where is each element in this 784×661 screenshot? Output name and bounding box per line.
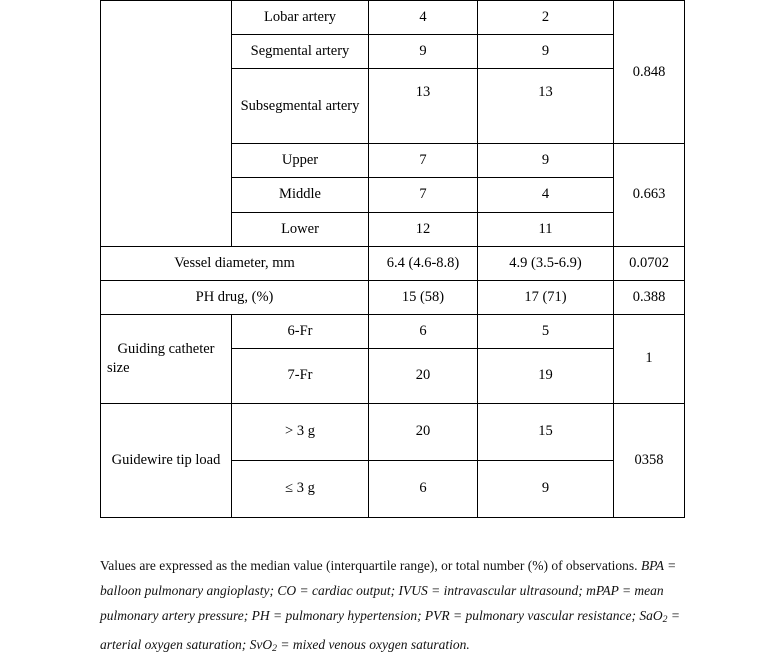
cell-category: Guidewire tip load [101,404,232,518]
cell-p-value: 0.663 [614,144,685,246]
table-row [101,404,685,461]
table-row [101,314,685,348]
cell-group-b: 5 [478,314,614,348]
cell-p-value: 0.388 [614,280,685,314]
cell-subcategory: Lobar artery [232,1,369,35]
table-row [101,280,685,314]
cell-group-b: 11 [478,212,614,246]
cell-subcategory: ≤ 3 g [232,461,369,518]
cell-group-b: 9 [478,35,614,69]
cell-p-value: 0.0702 [614,246,685,280]
footnote-lead-text: Values are expressed as the median value (interquartile range), or total number (%) of observations. [100,558,638,573]
cell-p-value: 1 [614,314,685,403]
cell-group-a: 4 [369,1,478,35]
cell-group-b: 19 [478,349,614,404]
cell-group-a: 12 [369,212,478,246]
cell-group-b: 4.9 (3.5-6.9) [478,246,614,280]
results-table-container [100,0,684,518]
cell-group-b: 9 [478,461,614,518]
cell-category: Guiding catheter size [101,314,232,403]
cell-group-b: 4 [478,178,614,212]
cell-group-a: 6 [369,461,478,518]
cell-subcategory: Subsegmental artery [232,69,369,144]
cell-subcategory: 7-Fr [232,349,369,404]
cell-p-value: 0.848 [614,1,685,144]
cell-group-b: 2 [478,1,614,35]
cell-group-b: 9 [478,144,614,178]
table-row [101,246,685,280]
cell-subcategory: Upper [232,144,369,178]
footnote-abbreviations-part1: BPA = balloon pulmonary angioplasty; CO = cardiac output; IVUS = intravascular ultrasound; mPAP = mean pulmonary artery pressure; PH = pulmonary hypertension; PVR = pulmonary vascular resistance; SaO [100,558,677,623]
footnote-subscript-1: 2 [662,614,668,626]
table-footnote [100,553,700,661]
footnote-abbreviations-part2: = arterial oxygen saturation; SvO [100,608,680,653]
cell-group-a: 6.4 (4.6-8.8) [369,246,478,280]
footnote-abbreviations-part3: = mixed venous oxygen saturation. [276,637,470,653]
footnote-subscript-2: 2 [272,643,277,655]
cell-group-b: 17 (71) [478,280,614,314]
cell-subcategory: 6-Fr [232,314,369,348]
cell-p-value: 0358 [614,404,685,518]
cell-category: PH drug, (%) [101,280,369,314]
cell-category: Vessel diameter, mm [101,246,369,280]
cell-group-a: 7 [369,178,478,212]
cell-subcategory: Middle [232,178,369,212]
cell-category-empty [101,1,232,247]
table-row [101,1,685,35]
results-table [100,0,685,518]
cell-subcategory: Lower [232,212,369,246]
cell-group-b: 15 [478,404,614,461]
cell-group-a: 7 [369,144,478,178]
cell-subcategory: Segmental artery [232,35,369,69]
cell-subcategory: > 3 g [232,404,369,461]
cell-group-a: 20 [369,349,478,404]
cell-group-a: 13 [369,69,478,144]
cell-group-a: 6 [369,314,478,348]
cell-group-a: 15 (58) [369,280,478,314]
cell-group-a: 9 [369,35,478,69]
cell-group-a: 20 [369,404,478,461]
cell-group-b: 13 [478,69,614,144]
